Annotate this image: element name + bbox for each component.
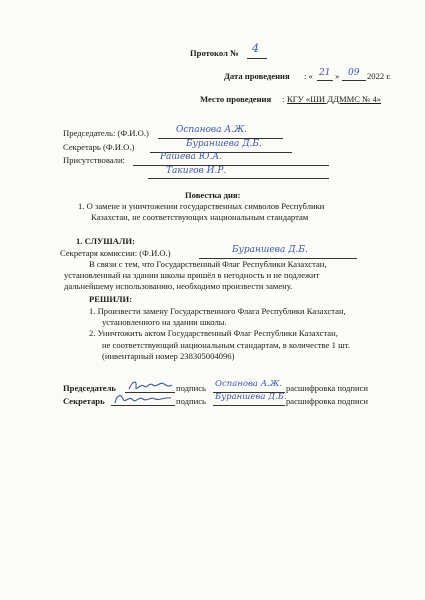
chair-handwritten: Оспанова А.Ж.	[176, 125, 248, 135]
heard-text-line-3: дальнейшему использованию, необходимо произвести замену.	[64, 281, 293, 292]
present-handwritten-1: Рашева Ю.А.	[160, 152, 223, 162]
protocol-number: 4	[252, 42, 259, 55]
place-label: Место проведения	[200, 94, 272, 104]
decode-secretary-handwritten: Бураншева Д.Б.	[215, 392, 287, 402]
protocol-label: Протокол №	[190, 48, 239, 58]
heard-text-line-2: установленный на здании школы пришёл в негодность и не подлежит	[64, 270, 320, 281]
decided-item-1-line-1: 1. Произвести замену Государственного Флага Республики Казахстан,	[89, 306, 346, 316]
decided-item-2-line-3: (инвентарный номер 238305004096)	[102, 350, 235, 361]
date-day-line	[317, 80, 333, 81]
protocol-number-line	[247, 58, 267, 59]
date-month-line	[342, 80, 366, 81]
date-month: 09	[348, 68, 360, 78]
protocol-title	[190, 48, 239, 59]
sign-chair-word: подпись	[176, 383, 206, 393]
sign-chair-label: Председатель	[63, 383, 116, 393]
secretary-label: Секретарь (Ф.И.О.)	[63, 142, 135, 152]
agenda-title: Повестка дня:	[185, 190, 241, 200]
decode-chair-handwritten: Оспанова А.Ж.	[215, 379, 283, 389]
place-value: КГУ «ШИ ДДММС № 4»	[287, 94, 382, 104]
present-line-1	[133, 165, 329, 166]
date-day: 21	[319, 68, 331, 78]
heard-heading: 1. СЛУШАЛИ:	[76, 236, 135, 246]
sign-secretary-word: подпись	[176, 396, 206, 406]
decided-heading: РЕШИЛИ:	[89, 294, 133, 304]
secretary-handwritten: Бураншева Д.Б.	[186, 139, 262, 149]
present-line-2	[148, 178, 329, 179]
decided-item-2-line-1: 2. Уничтожить актом Государственный Флаг Республики Казахстан,	[89, 328, 338, 339]
sign-secretary-label: Секретарь	[63, 396, 105, 406]
decided-items	[89, 306, 350, 362]
decided-item-2-line-2: не соответствующий национальным стандартам, в количестве 1 шт.	[102, 339, 350, 350]
date-label: Дата проведения	[224, 71, 290, 81]
agenda-item-1	[78, 201, 324, 223]
chair-label: Председатель: (Ф.И.О.)	[63, 128, 149, 138]
decided-item-1-line-2: установленного на здании школы.	[102, 317, 227, 328]
present-label: Присутствовали:	[63, 155, 125, 165]
heard-text-line-1: В связи с тем, что Государственный Флаг Республики Казахстан,	[89, 259, 327, 269]
speaker-handwritten: Бураншева Д.Б.	[232, 245, 308, 255]
agenda-item-1-line-2: Казахстан, не соответствующих национальным стандартам	[91, 212, 309, 223]
decode-secretary-line	[213, 405, 285, 406]
speaker-label: Секретаря комиссии: (Ф.И.О.)	[60, 248, 171, 258]
heard-text	[64, 259, 327, 293]
date-year: 2022 г.	[367, 71, 392, 81]
date-mid: »	[335, 71, 340, 81]
date-open: : «	[304, 71, 313, 81]
agenda-item-1-line-1: 1. О замене и уничтожении государственных символов Республики	[78, 201, 325, 211]
place-sep: :	[282, 94, 285, 104]
decode-secretary-word: расшифровка подписи	[286, 396, 369, 406]
decode-chair-word: расшифровка подписи	[286, 383, 369, 393]
present-handwritten-2: Такигов И.Р.	[166, 166, 227, 176]
secretary-signature-scribble	[113, 391, 173, 407]
